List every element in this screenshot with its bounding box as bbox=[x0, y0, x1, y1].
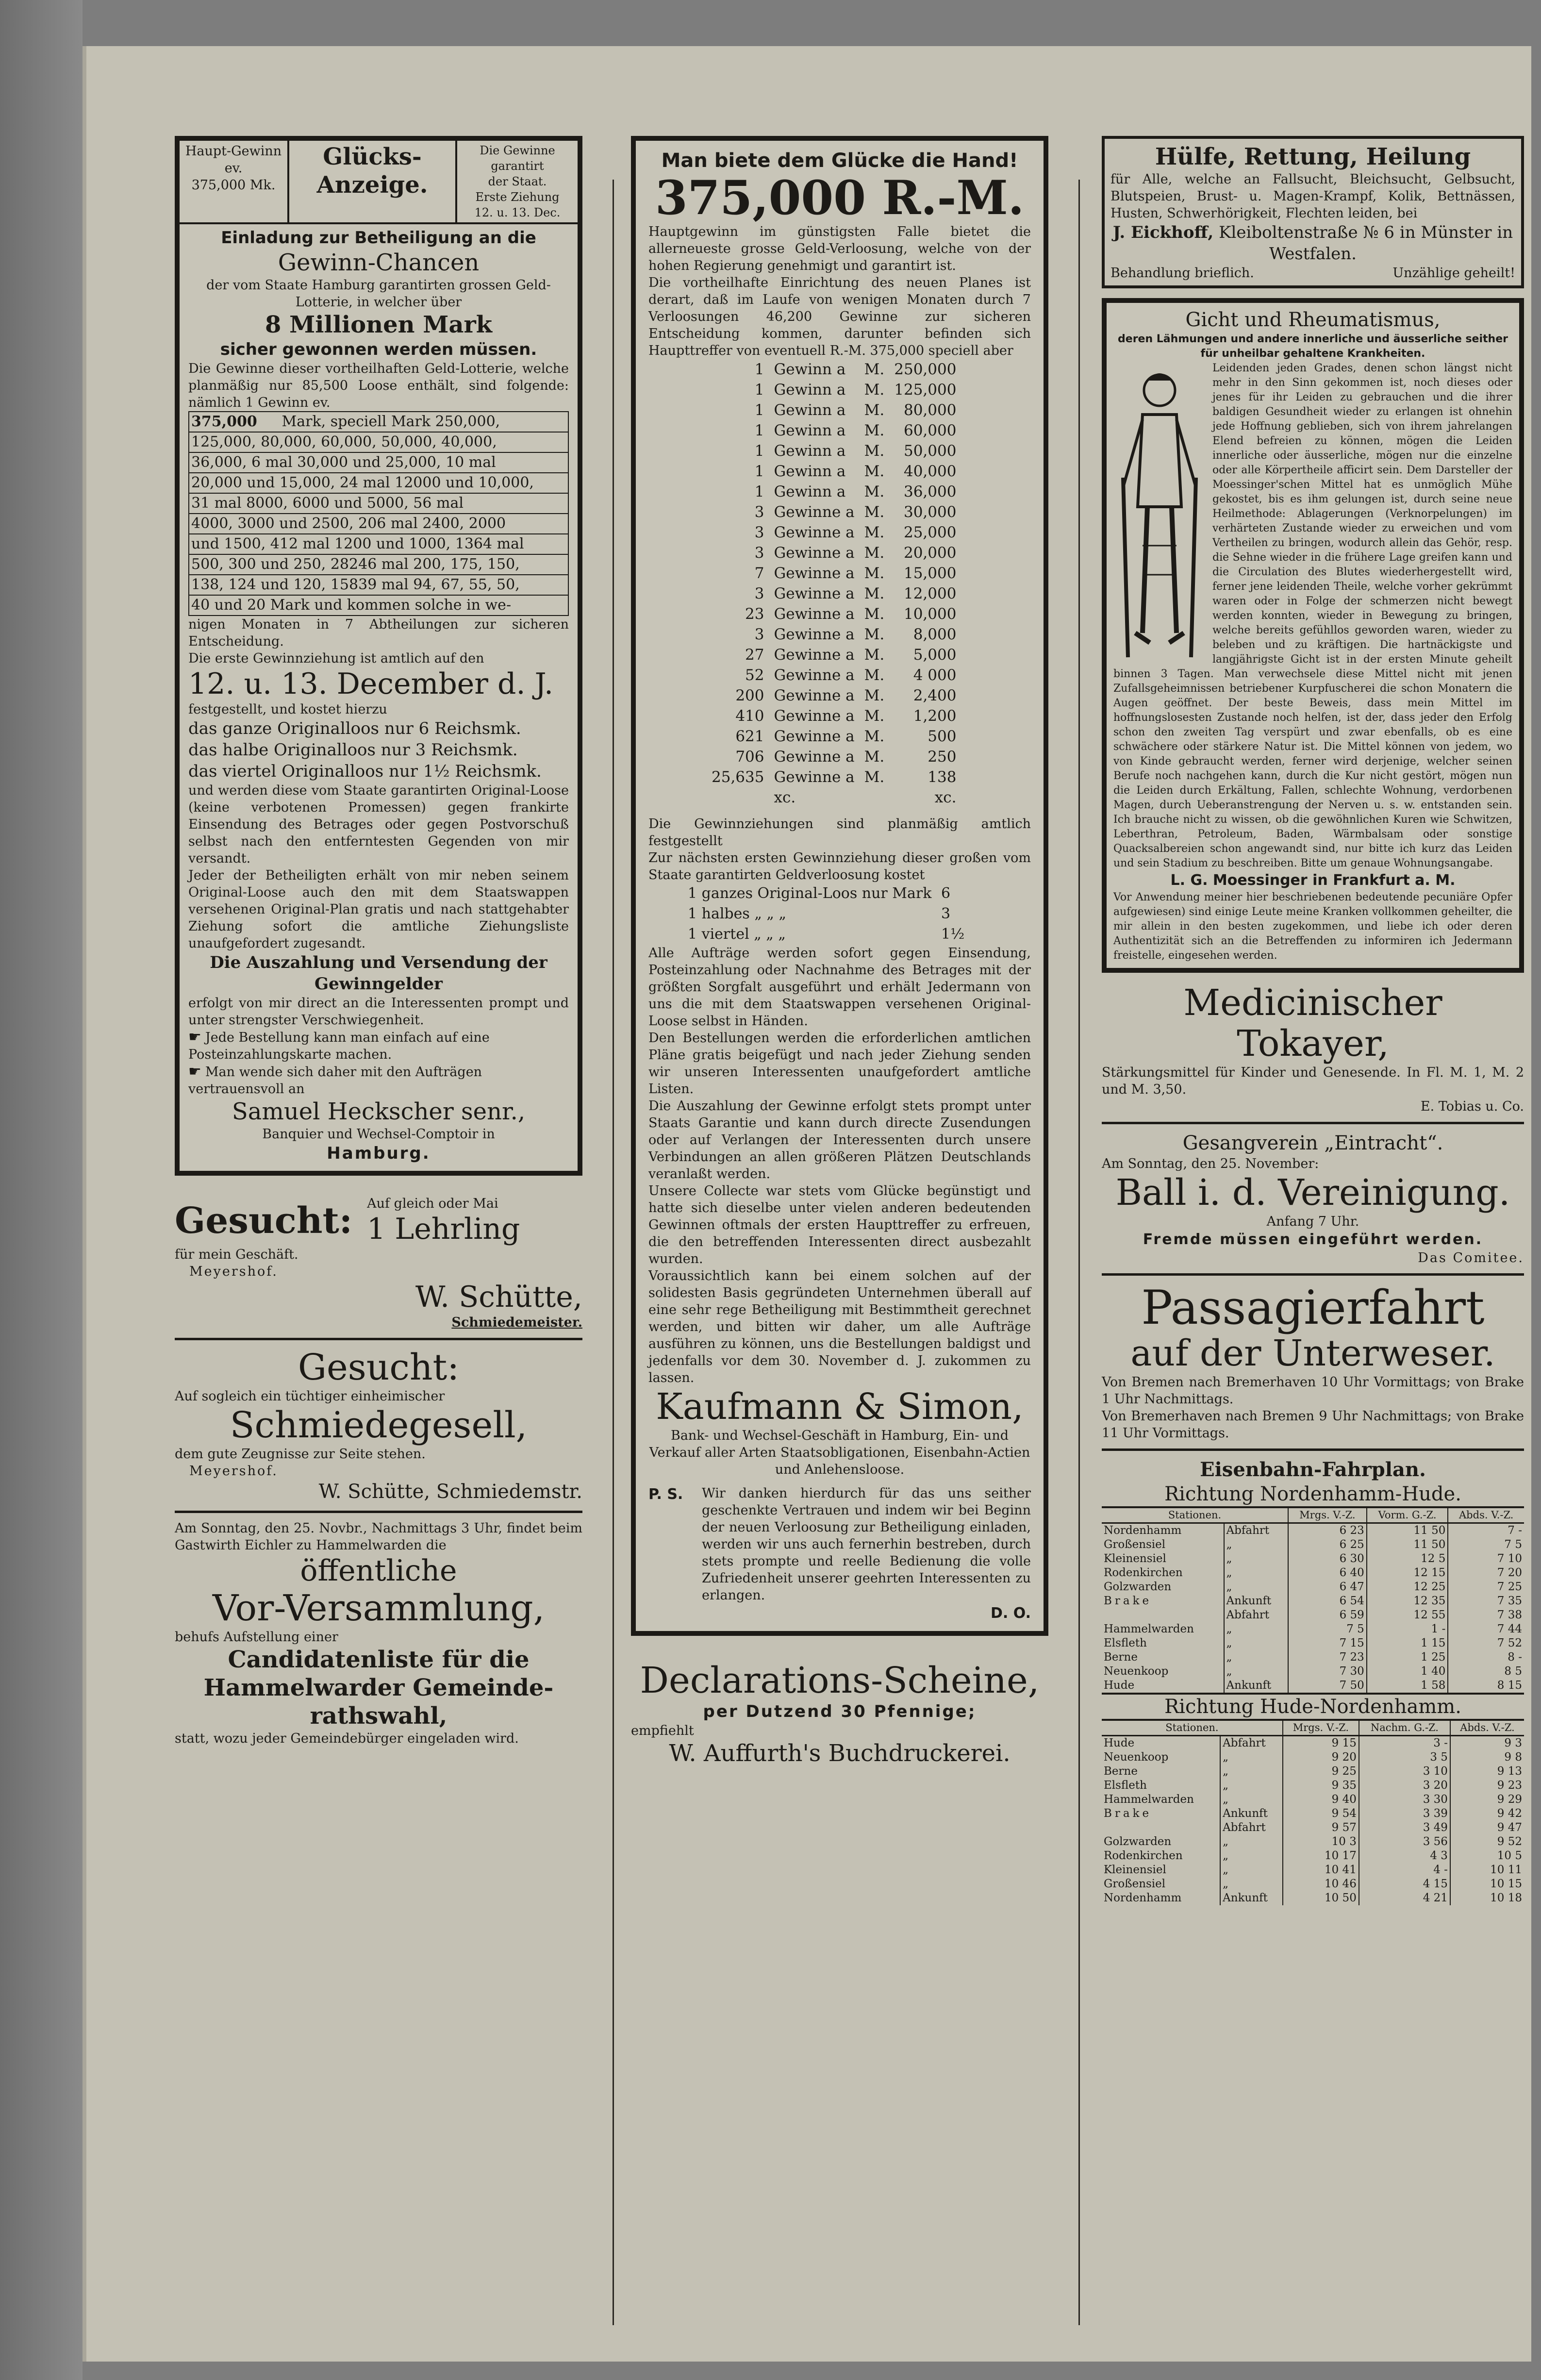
ad-versammlung bbox=[175, 1520, 582, 1747]
kaufmann-p3: Die Gewinnziehungen sind planmäßig amtlich festgestellt bbox=[648, 816, 1031, 849]
geselle-text2: dem gute Zeugnisse zur Seite stehen. bbox=[175, 1447, 426, 1462]
win-row: 621 Gewinne a M. 500 bbox=[735, 728, 957, 745]
marks-row: 125,000, 80,000, 60,000, 50,000, 40,000, bbox=[189, 432, 568, 452]
win-row: 23 Gewinne a M. 10,000 bbox=[745, 605, 957, 623]
kaufmann-head: Man biete dem Glücke die Hand! bbox=[661, 150, 1018, 172]
ad-lehrling bbox=[175, 1195, 582, 1331]
passagier-title1: Passagierfahrt bbox=[1141, 1281, 1485, 1335]
declarations-text: empfiehlt bbox=[631, 1723, 694, 1738]
declarations-firm: W. Auffurth's Buchdruckerei. bbox=[669, 1740, 1011, 1767]
timetable-row: Kleinensiel „ 10 41 4 - 10 11 bbox=[1102, 1863, 1524, 1877]
timetable-row: Nordenhamm Abfahrt 6 23 11 50 7 - bbox=[1102, 1523, 1524, 1538]
geselle-title: Schmiedegesell, bbox=[230, 1404, 528, 1446]
header-right: Die Gewinne garantirt der Staat. Erste Ziehung 12. u. 13. Dec. bbox=[474, 144, 561, 219]
firm-sub: Banquier und Wechsel-Comptoir in bbox=[262, 1127, 495, 1142]
timetable-row: Abfahrt 6 59 12 55 7 38 bbox=[1102, 1608, 1524, 1622]
kaufmann-p4: Zur nächsten ersten Gewinnziehung dieser großen vom Staate garantirten Geldverloosung kostet bbox=[648, 850, 1031, 882]
passagier-line1: Von Bremen nach Bremerhaven 10 Uhr Vormittags; von Brake 1 Uhr Nachmittags. bbox=[1102, 1375, 1524, 1407]
marks-row: und 1500, 412 mal 1200 und 1000, 1364 mal bbox=[189, 534, 568, 554]
chancen-heading: Gewinn-Chancen bbox=[278, 249, 480, 276]
kaufmann-p5: Alle Aufträge werden sofort gegen Einsendung, Posteinzahlung oder Nachnahme des Betrages mit der größten Sorgfalt ausgeführt und erhält Jedermann von uns die mit dem Staatswappen versehenen Original-Loose selbst in Händen. bbox=[648, 946, 1031, 1029]
lottery-ad-header bbox=[180, 141, 578, 224]
para-ziehung: Die erste Gewinnziehung ist amtlich auf den bbox=[188, 651, 484, 666]
huelfe-line: J. Eickhoff, Kleiboltenstraße № 6 in Münster in Westfalen. bbox=[1112, 223, 1513, 264]
tokayer-sign: E. Tobias u. Co. bbox=[1420, 1099, 1524, 1114]
kaufmann-big: 375,000 R.-M. bbox=[655, 170, 1025, 225]
separator bbox=[1102, 1122, 1524, 1124]
kaufmann-ps bbox=[648, 1485, 1031, 1604]
kaufmann-firm-sub: Bank- und Wechsel-Geschäft in Hamburg, Ein- und Verkauf aller Arten Staatsobligationen, Eisenbahn-Actien und Anlehensloose. bbox=[649, 1428, 1030, 1477]
separator bbox=[1102, 1448, 1524, 1451]
timetable-row: Berne „ 9 25 3 10 9 13 bbox=[1102, 1764, 1524, 1779]
ad-tokayer bbox=[1102, 982, 1524, 1115]
lottery-ad-heckscher bbox=[175, 136, 582, 1176]
pointing-hand-icon: ☛ bbox=[188, 1029, 201, 1046]
draw-date: 12. u. 13. December d. J. bbox=[188, 667, 554, 701]
win-row: 1 Gewinn a M. 36,000 bbox=[754, 483, 957, 500]
hand-note-1: ☛ Jede Bestellung kann man einfach auf eine Posteinzahlungskarte machen. bbox=[188, 1029, 490, 1062]
timetable-row: Rodenkirchen „ 6 40 12 15 7 20 bbox=[1102, 1566, 1524, 1580]
timetable-row: Abfahrt 9 57 3 49 9 47 bbox=[1102, 1821, 1524, 1835]
ad-gicht bbox=[1102, 298, 1524, 973]
ad-passagierfahrt bbox=[1102, 1282, 1524, 1442]
lottery-ad-kaufmann bbox=[631, 136, 1048, 1636]
millions-heading: 8 Millionen Mark bbox=[265, 311, 493, 338]
win-row: 1 Gewinn a M. 60,000 bbox=[754, 422, 957, 439]
versammlung-text: Am Sonntag, den 25. Novbr., Nachmittags 3 Uhr, findet beim Gastwirth Eichler zu Hammelwarden die bbox=[175, 1521, 582, 1553]
lehrling-heading: Gesucht: bbox=[175, 1199, 353, 1242]
geselle-text: Auf sogleich ein tüchtiger einheimischer bbox=[175, 1389, 445, 1404]
timetable-row: Kleinensiel „ 6 30 12 5 7 10 bbox=[1102, 1552, 1524, 1566]
scan-shadow bbox=[0, 0, 83, 2380]
price-row: 1 viertel „ „ „ 1½ bbox=[688, 926, 965, 943]
column-1 bbox=[175, 136, 582, 1747]
timetable-title: Eisenbahn-Fahrplan. bbox=[1200, 1458, 1426, 1481]
marks-row: 4000, 3000 und 2500, 206 mal 2400, 2000 bbox=[189, 514, 568, 534]
para-versand: und werden diese vom Staate garantirten Original-Loose (keine verbotenen Promessen) gegen frankirte Einsendung des Betrages oder gegen Postvorschuß selbst nach den entferntesten Gegenden von mir versandt. bbox=[188, 783, 569, 866]
pointing-hand-icon: ☛ bbox=[188, 1063, 201, 1080]
eintracht-title: Ball i. d. Vereinigung. bbox=[1115, 1172, 1510, 1214]
patient-with-crutches-illustration bbox=[1113, 361, 1206, 662]
timetable-row: Hude Abfahrt 9 15 3 - 9 3 bbox=[1102, 1736, 1524, 1751]
ps-text: Wir danken hierdurch für das uns seither geschenkte Vertrauen und indem wir bei Beginn der neuen Verloosung zur Betheiligung einladen, werden wir uns auch fernerhin bestreben, durch stets prompte und reelle Bedienung die volle Zufriedenheit unserer geehrten Interessenten zu erlangen. bbox=[702, 1486, 1031, 1603]
win-row: 3 Gewinne a M. 12,000 bbox=[754, 585, 957, 602]
gicht-name: L. G. Moessinger in Frankfurt a. M. bbox=[1170, 872, 1456, 889]
win-row: 1 Gewinn a M. 250,000 bbox=[754, 361, 957, 378]
versammlung-title3: Candidatenliste für die Hammelwarder Gemeinde-rathswahl, bbox=[203, 1646, 554, 1730]
eintracht-sign: Das Comitee. bbox=[1418, 1250, 1524, 1265]
win-row: 410 Gewinne a M. 1,200 bbox=[735, 707, 957, 725]
declarations-price: per Dutzend 30 Pfennige; bbox=[703, 1702, 977, 1721]
timetable-dir2: Richtung Hude-Nordenhamm. bbox=[1102, 1693, 1524, 1721]
win-row: 52 Gewinne a M. 4 000 bbox=[745, 666, 957, 684]
win-row: xc. xc. bbox=[774, 789, 957, 806]
lehrling-text: für mein Geschäft. bbox=[175, 1247, 298, 1262]
ad-geselle bbox=[175, 1347, 582, 1504]
gicht-foot: Vor Anwendung meiner hier beschriebenen bedeutende pecuniäre Opfer aufgewiesen) sind einige Leute meine Kranken vollkommen geheilter, die mir allein in den besten zugekommen, und liebe ich oder deren Authentizität sich an die Betreffenden zu informiren ich Jedermann freistelle, eingesehen werden. bbox=[1113, 891, 1512, 962]
passagier-line2: Von Bremerhaven nach Bremen 9 Uhr Nachmittags; von Brake 11 Uhr Vormittags. bbox=[1102, 1409, 1524, 1441]
timetable-row: Berne „ 7 23 1 25 8 - bbox=[1102, 1650, 1524, 1664]
para-abtheilungen: nigen Monaten in 7 Abtheilungen zur sicheren Entscheidung. bbox=[188, 617, 569, 649]
declarations-title: Declarations-Scheine, bbox=[640, 1660, 1040, 1701]
timetable-row: Rodenkirchen „ 10 17 4 3 10 5 bbox=[1102, 1849, 1524, 1863]
eintracht-head: Gesangverein „Eintracht“. bbox=[1182, 1132, 1443, 1154]
huelfe-foot: Behandlung brieflich. Unzählige geheilt! bbox=[1110, 266, 1515, 281]
hand-note-2: ☛ Man wende sich daher mit den Aufträgen vertrauensvoll an bbox=[188, 1063, 482, 1097]
marks-row: 500, 300 und 250, 28246 mal 200, 175, 150, bbox=[189, 554, 568, 575]
invite-heading: Einladung zur Betheiligung an die bbox=[221, 228, 536, 248]
timetable-row: Großensiel „ 10 46 4 15 10 15 bbox=[1102, 1877, 1524, 1891]
marks-row: 40 und 20 Mark und kommen solche in we- bbox=[191, 597, 512, 614]
timetable-row: Hude Ankunft 7 50 1 58 8 15 bbox=[1102, 1679, 1524, 1693]
timetable-dir1: Richtung Nordenhamm-Hude. bbox=[1102, 1482, 1524, 1508]
separator bbox=[1102, 1273, 1524, 1276]
huelfe-title: Hülfe, Rettung, Heilung bbox=[1155, 143, 1471, 170]
ps-label: P. S. bbox=[648, 1486, 683, 1503]
ad-declarations bbox=[631, 1660, 1048, 1767]
column-rule-2 bbox=[1078, 180, 1080, 2325]
lehrling-name: W. Schütte, bbox=[415, 1280, 582, 1314]
win-row: 25,635 Gewinne a M. 138 bbox=[712, 768, 957, 786]
marks-row: 138, 124 und 120, 15839 mal 94, 67, 55, 50, bbox=[189, 575, 568, 595]
kaufmann-p2: Die vortheilhafte Einrichtung des neuen Planes ist derart, daß im Laufe von wenigen Monaten durch 7 Verloosungen 46,200 Gewinne zur sicheren Entscheidung kommen, darunter befinden sich Haupttreffer von eventuell R.-M. 375,000 speciell aber bbox=[648, 275, 1031, 358]
win-row: 1 Gewinn a M. 40,000 bbox=[754, 463, 957, 480]
column-rule-1 bbox=[613, 180, 614, 2325]
win-row: 706 Gewinne a M. 250 bbox=[735, 748, 957, 766]
price-whole: das ganze Originalloos nur 6 Reichsmk. bbox=[188, 719, 521, 738]
marks-row: 36,000, 6 mal 30,000 und 25,000, 10 mal bbox=[189, 452, 568, 473]
timetable-row: Großensiel „ 6 25 11 50 7 5 bbox=[1102, 1538, 1524, 1552]
sure-heading: sicher gewonnen werden müssen. bbox=[220, 340, 537, 359]
para-plan: Jeder der Betheiligten erhält von mir neben seinem Original-Loose auch den mit dem Staatswappen versehenen Original-Plan gratis und nach stattgehabter Ziehung sofort die amtliche Ziehungsliste unaufgefordert zugesandt. bbox=[188, 868, 569, 951]
ad-huelfe bbox=[1102, 136, 1524, 288]
timetable-row: Neuenkoop „ 9 20 3 5 9 8 bbox=[1102, 1750, 1524, 1764]
win-row: 200 Gewinne a M. 2,400 bbox=[735, 687, 957, 704]
eintracht-note: Fremde müssen eingeführt werden. bbox=[1143, 1231, 1483, 1248]
win-table bbox=[707, 359, 961, 808]
intro-text: der vom Staate Hamburg garantirten grossen Geld-Lotterie, in welcher über bbox=[206, 278, 551, 310]
marks-table bbox=[188, 411, 569, 616]
win-row: 3 Gewinne a M. 8,000 bbox=[754, 626, 957, 643]
para-auszahlung: erfolgt von mir direct an die Interessenten prompt und unter strengster Verschwiegenheit. bbox=[188, 996, 569, 1028]
timetable-row: Neuenkoop „ 7 30 1 40 8 5 bbox=[1102, 1664, 1524, 1679]
timetable-row: Hammelwarden „ 9 40 3 30 9 29 bbox=[1102, 1793, 1524, 1807]
ps-sign: D. O. bbox=[991, 1605, 1031, 1622]
win-row: 3 Gewinne a M. 25,000 bbox=[754, 524, 957, 541]
firm-city: Hamburg. bbox=[327, 1144, 431, 1163]
timetable-row: Golzwarden „ 6 47 12 25 7 25 bbox=[1102, 1580, 1524, 1594]
gicht-sub: deren Lähmungen und andere innerliche und äusserliche seither für unheilbar gehaltene Krankheiten. bbox=[1118, 333, 1508, 360]
lehrling-side: Auf gleich oder Mai bbox=[367, 1196, 498, 1211]
geselle-place: Meyershof. bbox=[189, 1464, 278, 1479]
timetable-2 bbox=[1102, 1721, 1524, 1905]
versammlung-text3: statt, wozu jeder Gemeindebürger eingeladen wird. bbox=[175, 1731, 519, 1746]
win-row: 27 Gewinne a M. 5,000 bbox=[745, 646, 957, 664]
win-row: 1 Gewinn a M. 80,000 bbox=[754, 401, 957, 419]
gicht-title: Gicht und Rheumatismus, bbox=[1185, 309, 1441, 331]
column-2 bbox=[631, 136, 1048, 1767]
kaufmann-p8: Unsere Collecte war stets vom Glücke begünstigt und hatte sich dieselbe unter vielen anderen bedeutenden Gewinnen oftmals der ersten Haupttreffer zu erfreuen, die den betreffenden Interessenten direct ausbezahlt wurden. bbox=[648, 1183, 1031, 1266]
header-left: Haupt-Gewinn ev. 375,000 Mk. bbox=[180, 141, 289, 222]
tokayer-title: Medicinischer Tokayer, bbox=[1183, 982, 1442, 1065]
timetable-row: Elsfleth „ 9 35 3 20 9 23 bbox=[1102, 1779, 1524, 1793]
versammlung-title1: öffentliche bbox=[300, 1554, 457, 1588]
eintracht-text: Am Sonntag, den 25. November: bbox=[1102, 1156, 1319, 1171]
separator bbox=[175, 1338, 582, 1340]
lehrling-place: Meyershof. bbox=[189, 1264, 278, 1279]
win-row: 7 Gewinne a M. 15,000 bbox=[754, 565, 957, 582]
train-timetable bbox=[1102, 1458, 1524, 1905]
header-center: Glücks- Anzeige. bbox=[289, 141, 457, 222]
win-row: 1 Gewinn a M. 50,000 bbox=[754, 442, 957, 460]
kaufmann-prices bbox=[687, 883, 965, 945]
passagier-title2: auf der Unterweser. bbox=[1130, 1332, 1495, 1374]
timetable-row: Nordenhamm Ankunft 10 50 4 21 10 18 bbox=[1102, 1891, 1524, 1905]
lehrling-role: Schmiedemeister. bbox=[451, 1315, 582, 1330]
price-quarter: das viertel Originalloos nur 1½ Reichsmk. bbox=[188, 762, 542, 781]
kaufmann-p7: Die Auszahlung der Gewinne erfolgt stets prompt unter Staats Garantie und kann durch directe Zusendungen oder auf Verlangen der Interessenten durch unsere Verbindungen an allen größeren Plätzen Deutschlands veranlaßt werden. bbox=[648, 1098, 1031, 1182]
timetable-header: Stationen. Mrgs. V.-Z. Vorm. G.-Z. Abds. V.-Z. bbox=[1102, 1508, 1524, 1523]
timetable-1 bbox=[1102, 1508, 1524, 1693]
para-kostet: festgestellt, und kostet hierzu bbox=[188, 702, 387, 717]
timetable-row: Brake Ankunft 9 54 3 39 9 42 bbox=[1102, 1807, 1524, 1821]
geselle-sign: W. Schütte, Schmiedemstr. bbox=[318, 1481, 582, 1503]
versammlung-text2: behufs Aufstellung einer bbox=[175, 1630, 338, 1645]
payout-heading: Die Auszahlung und Versendung der Gewinngelder bbox=[210, 953, 547, 994]
kaufmann-p1: Hauptgewinn im günstigsten Falle bietet die allerneueste grosse Geld-Verloosung, welche von der hohen Regierung genehmigt und garantirt ist. bbox=[648, 224, 1031, 273]
price-row: 1 halbes „ „ „ 3 bbox=[688, 905, 951, 922]
timetable-row: Hammelwarden „ 7 5 1 - 7 44 bbox=[1102, 1622, 1524, 1636]
eintracht-start: Anfang 7 Uhr. bbox=[1266, 1214, 1359, 1229]
kaufmann-p6: Den Bestellungen werden die erforderlichen amtlichen Pläne gratis beigefügt und nach jeder Ziehung senden wir unseren Interessenten unaufgefordert amtliche Listen. bbox=[648, 1031, 1031, 1097]
win-row: 3 Gewinne a M. 20,000 bbox=[754, 544, 957, 562]
kaufmann-p9: Voraussichtlich kann bei einem solchen auf der solidesten Basis gegründeten Unternehmen überall auf eine sehr rege Betheiligung mit Bestimmtheit gerechnet werden, und bitten wir daher, um alle Aufträge ausführen zu können, uns die Bestellungen baldigst und jedenfalls vor dem 30. November d. J. zukommen zu lassen. bbox=[648, 1268, 1031, 1385]
separator bbox=[175, 1511, 582, 1513]
timetable-row: Elsfleth „ 7 15 1 15 7 52 bbox=[1102, 1636, 1524, 1650]
win-row: 1 Gewinn a M. 125,000 bbox=[754, 381, 957, 399]
column-3 bbox=[1102, 136, 1524, 1905]
timetable-row: Golzwarden „ 10 3 3 56 9 52 bbox=[1102, 1835, 1524, 1849]
marks-row: 31 mal 8000, 6000 und 5000, 56 mal bbox=[189, 493, 568, 514]
ad-eintracht bbox=[1102, 1131, 1524, 1266]
para-gewinne: Die Gewinne dieser vortheilhaften Geld-Lotterie, welche planmäßig nur 85,500 Loose enthält, sind folgende: nämlich 1 Gewinn ev. bbox=[188, 361, 569, 410]
timetable-header: Stationen. Mrgs. V.-Z. Nachm. G.-Z. Abds. V.-Z. bbox=[1102, 1721, 1524, 1736]
marks-row: 20,000 und 15,000, 24 mal 12000 und 10,000, bbox=[189, 473, 568, 493]
firm-name: Samuel Heckscher senr., bbox=[232, 1098, 526, 1125]
tokayer-text: Stärkungsmittel für Kinder und Genesende. In Fl. M. 1, M. 2 und M. 3,50. bbox=[1102, 1065, 1524, 1097]
versammlung-title2: Vor-Versammlung, bbox=[212, 1587, 545, 1629]
price-half: das halbe Originalloos nur 3 Reichsmk. bbox=[188, 740, 518, 760]
timetable-row: Brake Ankunft 6 54 12 35 7 35 bbox=[1102, 1594, 1524, 1608]
win-row: 3 Gewinne a M. 30,000 bbox=[754, 503, 957, 521]
huelfe-text: für Alle, welche an Fallsucht, Bleichsucht, Gelbsucht, Blutspeien, Brust- u. Magen-Krampf, Kolik, Bettnässen, Husten, Schwerhörigkeit, Flechten leiden, bei bbox=[1110, 172, 1515, 221]
price-row: 1 ganzes Original-Loos nur Mark 6 bbox=[688, 885, 951, 902]
gicht-text: Leidenden jeden Grades, denen schon längst nicht mehr in den Sinn gekommen ist, noch dieses oder jenes für ihr Leiden zu gebrauchen und die ihrer baldigen Gesundheit wieder zu erlangen ist ohnehin jede Hoffnung geblieben, sich von ihrem jahrelangen Elend befreien zu können, mögen die Leiden innerliche oder äusserliche, mögen nur die einzelne oder alle Körpertheile afficirt sein. Dem Darsteller der Moessinger'schen Mittel hat es unmöglich Mühe gekostet, bis es ihm gelungen ist, durch seine neue Heilmethode: Ablagerungen (Verknorpelungen) im verhärteten Zustande wieder zu erweichen und vom Vertheilen zu bringen, wodurch allein das Gehör, resp. die Sehne wieder in die frühere Lage greifen kann und die Circulation des Blutes wiederhergestellt wird, ferner jene leidenden Theile, welche vorher gekrümmt waren oder in Folge der schmerzen nicht bewegt werden konnten, wieder in Bewegung zu bringen, welche bereits gefühllos geworden waren, wieder zu beleben und zu kräftigen. Die hartnäckigste und langjährigste Gicht ist in der ersten Minute geheilt binnen 3 Tagen. Man verwechsele diese Mittel nicht mit jenen Zufallsgeheimnissen betriebener Kurpfuscherei die schon Monatern die Augen geöffnet. Der beste Beweis, dass mein Mittel im hoffnungslosesten Zustande noch helfen, ist der, dass jeder den Erfolg schon den zweiten Tag verspürt und zwar ebenfalls, ob es eine schwächere oder stärkere Natur ist. Die Mittel können von jedem, wo von Kinde gebraucht werden, ferner wird derjenige, welcher seinen Berufe noch nachgehen kann, durch die Kur nicht gestört, mögen nun die Leiden durch Erkältung, Fallen, schlechte Wohnung, verdorbenen Magen, durch Ueberanstrengung der Nerven u. s. w. entstanden sein. Ich brauche nicht zu wissen, ob die gewöhnlichen Kuren wie Schwitzen, Leberthran, Petroleum, Baden, Wärmbalsam oder sonstige Quacksalbereien schon angewandt sind, nur bitte ich kurz das Leiden und sein Stadium zu beschreiben. Bitte um genaue Wohnungsangabe. bbox=[1113, 362, 1512, 869]
geselle-heading: Gesucht: bbox=[298, 1347, 460, 1388]
lehrling-title: 1 Lehrling bbox=[367, 1212, 520, 1246]
kaufmann-firm: Kaufmann & Simon, bbox=[656, 1386, 1024, 1428]
marks-row: 375,000 Mark, speciell Mark 250,000, bbox=[189, 412, 568, 432]
